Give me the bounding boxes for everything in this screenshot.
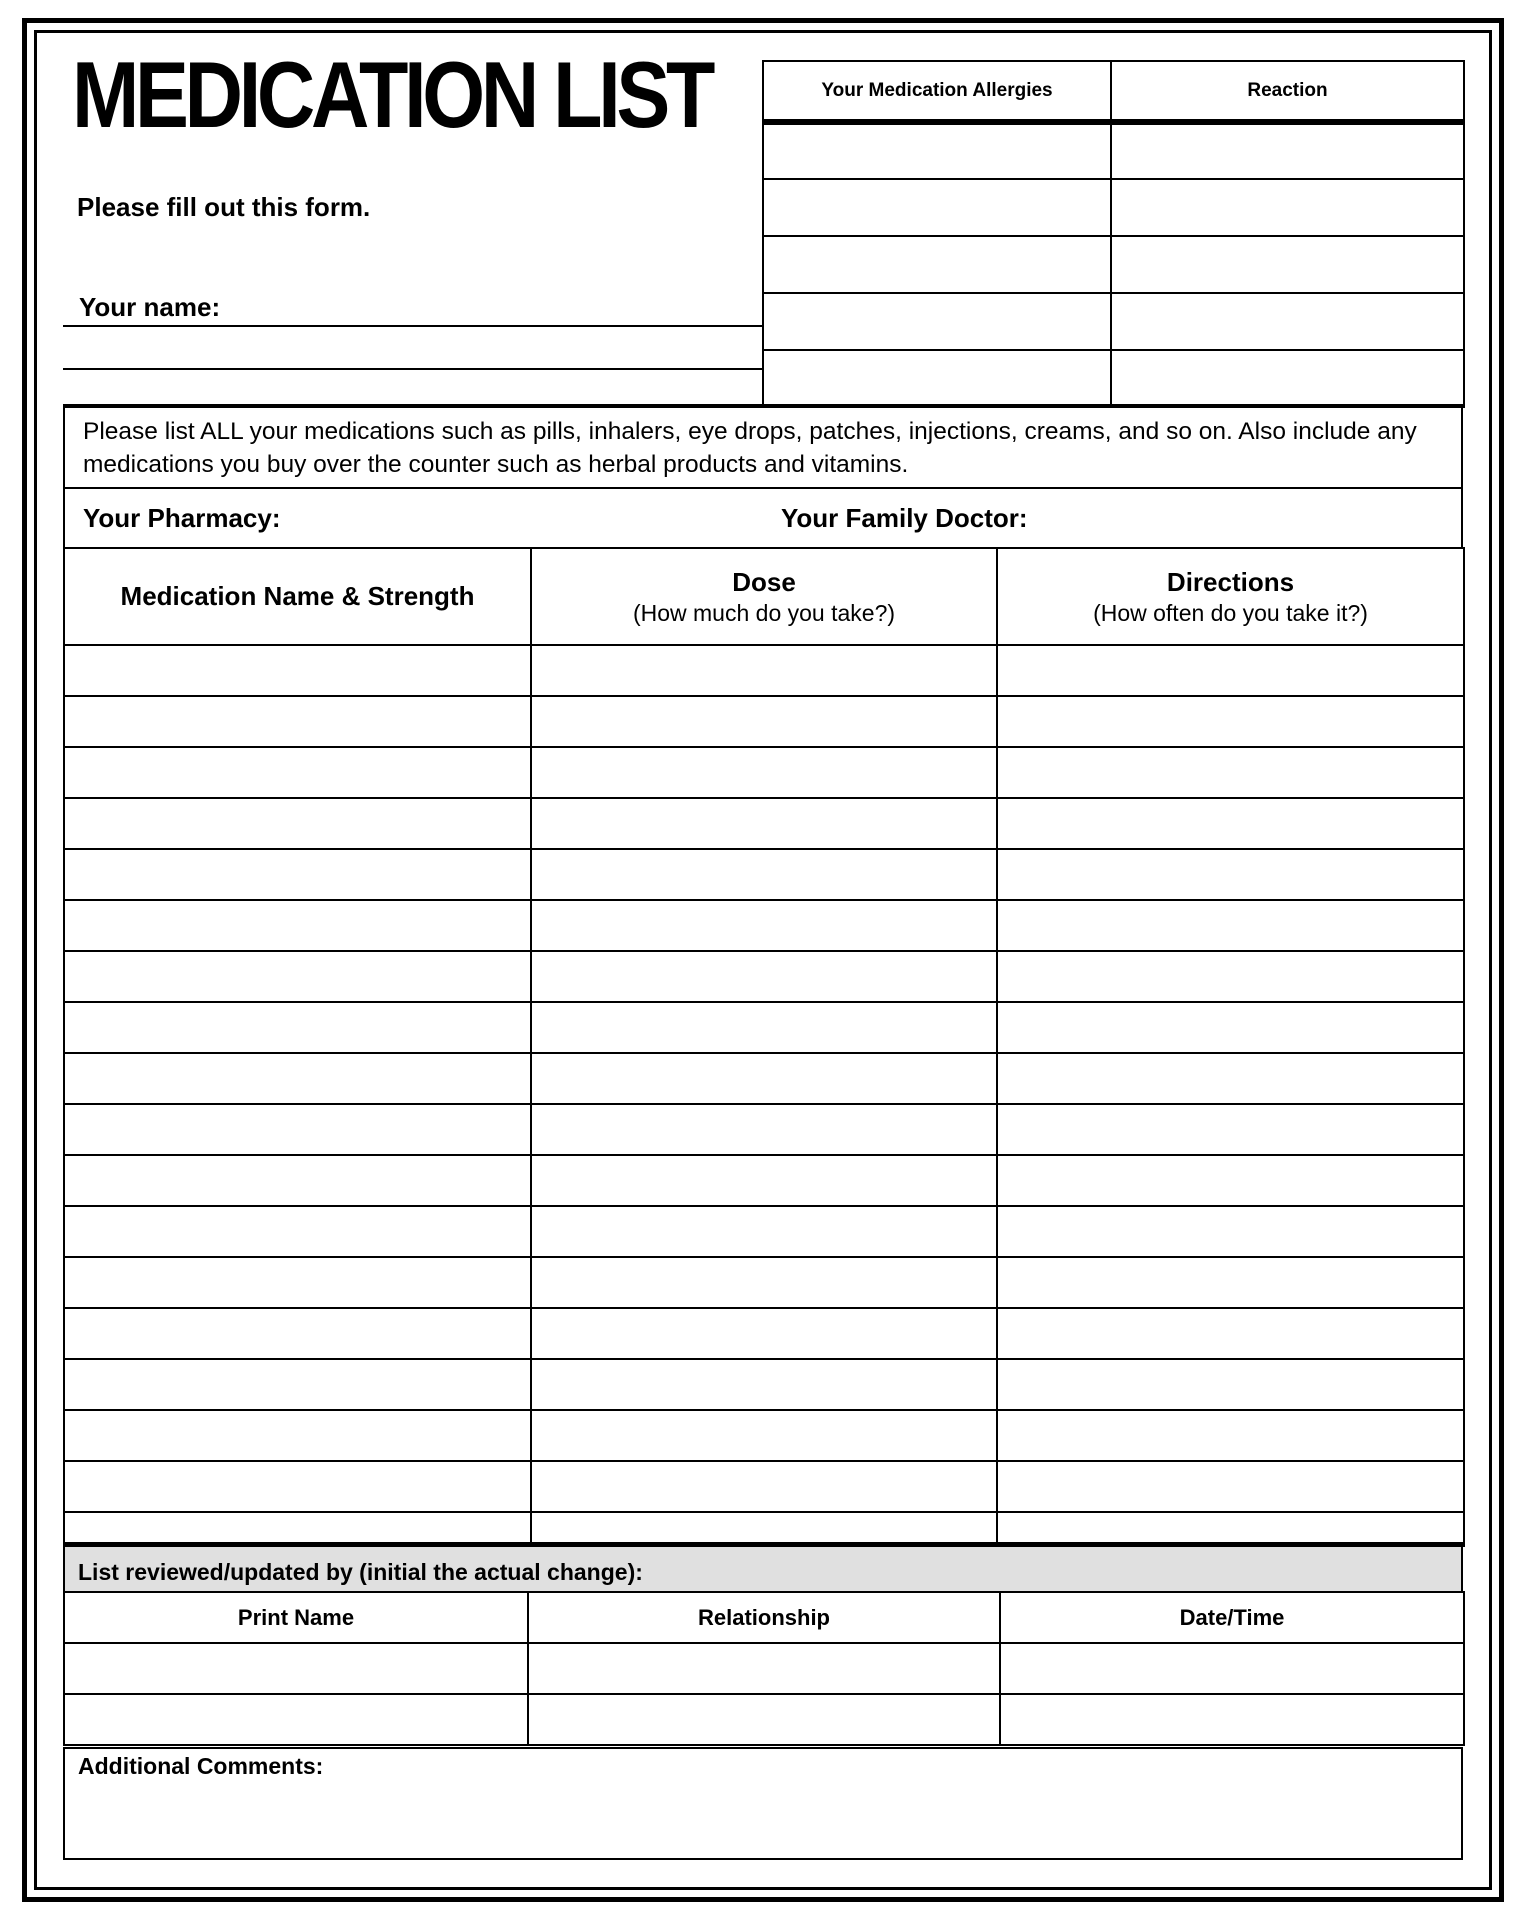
- medication-name-header-title: Medication Name & Strength: [120, 581, 475, 611]
- medication-cell[interactable]: [997, 1002, 1464, 1053]
- review-cell[interactable]: [528, 1694, 1000, 1745]
- medication-cell[interactable]: [64, 1155, 531, 1206]
- allergy-cell[interactable]: [763, 179, 1111, 236]
- date-time-header: Date/Time: [1000, 1592, 1464, 1643]
- medication-row: [64, 1461, 1464, 1512]
- medication-row: [64, 696, 1464, 747]
- medication-cell[interactable]: [531, 1410, 997, 1461]
- allergy-cell[interactable]: [763, 293, 1111, 350]
- medication-cell[interactable]: [531, 1002, 997, 1053]
- medication-cell[interactable]: [531, 645, 997, 696]
- medication-name-header: [64, 548, 531, 645]
- medication-row: [64, 1410, 1464, 1461]
- review-table: [63, 1591, 1465, 1746]
- medication-cell[interactable]: [64, 1206, 531, 1257]
- medication-cell[interactable]: [531, 798, 997, 849]
- medication-cell[interactable]: [997, 747, 1464, 798]
- medication-cell[interactable]: [64, 747, 531, 798]
- medication-row: [64, 1104, 1464, 1155]
- review-cell[interactable]: [64, 1694, 528, 1745]
- medication-cell[interactable]: [997, 645, 1464, 696]
- family-doctor-label: Your Family Doctor:: [781, 503, 1028, 533]
- review-row: [64, 1694, 1464, 1745]
- allergy-row: [763, 236, 1464, 293]
- medication-row: [64, 1512, 1464, 1544]
- allergy-cell[interactable]: [1111, 122, 1464, 179]
- additional-comments-label: Additional Comments:: [78, 1753, 324, 1779]
- allergy-cell[interactable]: [1111, 179, 1464, 236]
- medication-cell[interactable]: [997, 849, 1464, 900]
- dose-header-title: Dose: [732, 566, 796, 597]
- medication-cell[interactable]: [531, 696, 997, 747]
- pharmacy-doctor-row: [63, 487, 1463, 549]
- dose-header: [531, 548, 997, 645]
- medication-cell[interactable]: [64, 1104, 531, 1155]
- pharmacy-label: Your Pharmacy:: [83, 503, 281, 533]
- relationship-header: Relationship: [528, 1592, 1000, 1643]
- medication-cell[interactable]: [64, 1308, 531, 1359]
- allergy-cell[interactable]: [763, 122, 1111, 179]
- medication-row: [64, 849, 1464, 900]
- review-cell[interactable]: [1000, 1694, 1464, 1745]
- medication-cell[interactable]: [531, 747, 997, 798]
- allergy-cell[interactable]: [763, 350, 1111, 407]
- medication-cell[interactable]: [64, 645, 531, 696]
- medication-cell[interactable]: [531, 1359, 997, 1410]
- medication-cell[interactable]: [531, 1461, 997, 1512]
- medication-cell[interactable]: [997, 1512, 1464, 1544]
- medication-cell[interactable]: [531, 951, 997, 1002]
- medication-cell[interactable]: [531, 1206, 997, 1257]
- medication-cell[interactable]: [997, 1206, 1464, 1257]
- review-cell[interactable]: [64, 1643, 528, 1694]
- directions-header: [997, 548, 1464, 645]
- medication-cell[interactable]: [531, 1053, 997, 1104]
- medication-cell[interactable]: [997, 1410, 1464, 1461]
- page-title: MEDICATION LIST: [72, 42, 712, 147]
- medication-cell[interactable]: [531, 1104, 997, 1155]
- medication-cell[interactable]: [997, 951, 1464, 1002]
- instructions-text: Please list ALL your medications such as pills, inhalers, eye drops, patches, injections, creams, and so on. Also include any medications you buy over the counter such as herbal products and vitamins.: [63, 404, 1463, 489]
- medication-cell[interactable]: [64, 849, 531, 900]
- medication-row: [64, 1053, 1464, 1104]
- medication-row: [64, 1359, 1464, 1410]
- medication-cell[interactable]: [997, 1308, 1464, 1359]
- medication-cell[interactable]: [997, 1257, 1464, 1308]
- medication-cell[interactable]: [64, 696, 531, 747]
- medication-cell[interactable]: [64, 1410, 531, 1461]
- medication-row: [64, 1155, 1464, 1206]
- medication-cell[interactable]: [64, 951, 531, 1002]
- medication-row: [64, 900, 1464, 951]
- medication-cell[interactable]: [531, 900, 997, 951]
- review-row: [64, 1643, 1464, 1694]
- allergy-row: [763, 179, 1464, 236]
- allergy-cell[interactable]: [1111, 293, 1464, 350]
- medication-cell[interactable]: [997, 1461, 1464, 1512]
- medication-cell[interactable]: [997, 900, 1464, 951]
- allergy-row: [763, 122, 1464, 179]
- review-cell[interactable]: [1000, 1643, 1464, 1694]
- medication-row: [64, 645, 1464, 696]
- print-name-header: Print Name: [64, 1592, 528, 1643]
- medications-table: [63, 547, 1465, 1547]
- medication-cell[interactable]: [64, 1053, 531, 1104]
- allergy-cell[interactable]: [763, 236, 1111, 293]
- name-line-2[interactable]: [63, 368, 763, 370]
- medication-cell[interactable]: [64, 798, 531, 849]
- medication-cell[interactable]: [997, 1155, 1464, 1206]
- form-subtitle: Please fill out this form.: [77, 192, 371, 222]
- medication-row: [64, 798, 1464, 849]
- medication-row: [64, 1206, 1464, 1257]
- medication-cell[interactable]: [997, 696, 1464, 747]
- medication-cell[interactable]: [64, 1257, 531, 1308]
- medication-cell[interactable]: [531, 1257, 997, 1308]
- medication-cell[interactable]: [531, 1155, 997, 1206]
- allergies-header: Your Medication Allergies: [763, 61, 1111, 122]
- medication-cell[interactable]: [64, 1512, 531, 1544]
- medication-cell[interactable]: [64, 900, 531, 951]
- directions-header-title: Directions: [1166, 566, 1295, 597]
- reaction-header: Reaction: [1111, 61, 1464, 122]
- allergies-table: [762, 60, 1465, 408]
- allergy-cell[interactable]: [1111, 350, 1464, 407]
- medication-row: [64, 747, 1464, 798]
- medication-cell[interactable]: [64, 1359, 531, 1410]
- medication-cell[interactable]: [531, 1308, 997, 1359]
- allergy-cell[interactable]: [1111, 236, 1464, 293]
- directions-header-subtitle: (How often do you take it?): [1093, 599, 1368, 626]
- medication-cell[interactable]: [997, 798, 1464, 849]
- name-line-1[interactable]: [63, 325, 763, 327]
- medication-row: [64, 951, 1464, 1002]
- medication-cell[interactable]: [997, 1053, 1464, 1104]
- medication-cell[interactable]: [997, 1359, 1464, 1410]
- medication-row: [64, 1002, 1464, 1053]
- medication-cell[interactable]: [531, 1512, 997, 1544]
- your-name-label: Your name:: [79, 292, 221, 322]
- allergy-row: [763, 293, 1464, 350]
- medication-cell[interactable]: [64, 1461, 531, 1512]
- dose-header-subtitle: (How much do you take?): [632, 599, 896, 626]
- medication-cell[interactable]: [997, 1104, 1464, 1155]
- medication-row: [64, 1308, 1464, 1359]
- allergy-row: [763, 350, 1464, 407]
- medication-cell[interactable]: [531, 849, 997, 900]
- additional-comments-box[interactable]: [63, 1747, 1463, 1860]
- medication-cell[interactable]: [64, 1002, 531, 1053]
- medication-row: [64, 1257, 1464, 1308]
- review-cell[interactable]: [528, 1643, 1000, 1694]
- review-header: List reviewed/updated by (initial the actual change):: [63, 1545, 1463, 1593]
